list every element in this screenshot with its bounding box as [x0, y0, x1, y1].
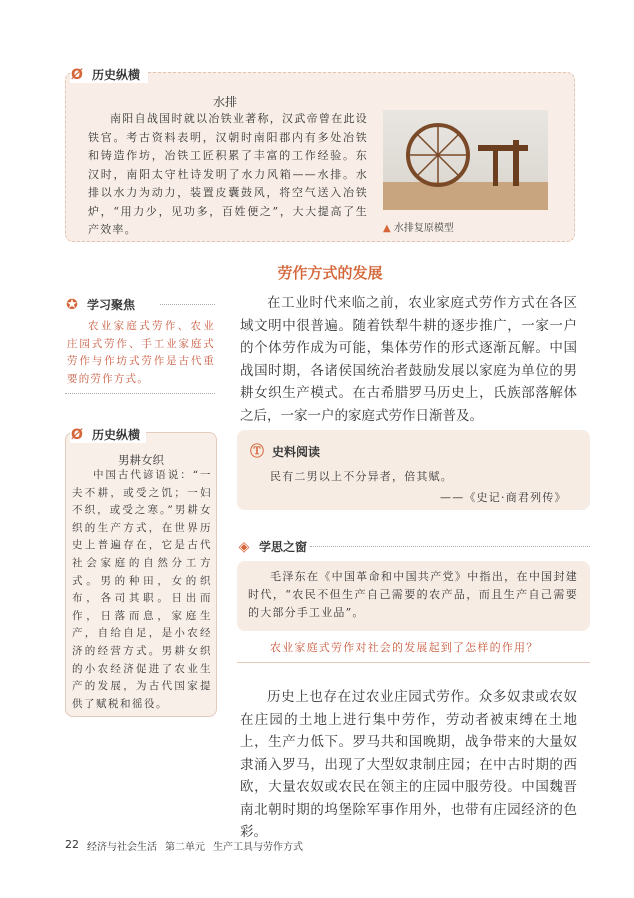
history-icon: Ø — [71, 66, 83, 83]
history-box-header — [70, 66, 148, 83]
source-header — [250, 443, 320, 460]
unit-title: 生产工具与劳作方式 — [213, 842, 303, 853]
box-text: 南阳自战国时就以冶铁业著称，汉武帝曾在此设铁官。考古资料表明，汉朝时南阳郡内有多处冶铁和铸造作坊，冶铁工匠积累了丰富的工作经验。东汉时，南阳太守杜诗发明了水力风箱——水排。水排以水力为动力，装置皮囊鼓风，将空气送入冶铁炉，“用力少，见功多，百姓便之”，大大提高了生产效率。 — [88, 112, 368, 236]
divider — [65, 393, 215, 394]
box-title: 男耕女织 — [118, 453, 164, 467]
footer — [65, 838, 303, 853]
header-label: 历史纵横 — [92, 428, 141, 442]
page-number: 22 — [65, 838, 79, 851]
focus-text: 农业家庭式劳作、农业庄园式劳作、手工业家庭式劳作与作坊式劳作是古代重要的劳作方式。 — [67, 320, 215, 385]
history-box-header — [70, 426, 146, 443]
focus-header — [65, 296, 135, 313]
divider — [237, 662, 590, 663]
box-title: 水排 — [212, 95, 237, 109]
waterwheel-model-image — [383, 110, 548, 210]
think-question: 农业家庭式劳作对社会的发展起到了怎样的作用？ — [270, 641, 539, 654]
divider — [160, 304, 215, 305]
header-label: 学思之窗 — [259, 540, 308, 554]
image-caption — [383, 219, 454, 234]
box-text: 中国古代谚语说：“一夫不耕，或受之饥；一妇不织，或受之寒。”男耕女织的生产方式，在世界历史上普遍存在，它是古代社会家庭的自然分工方式。男的种田，女的织布，各司其职。日出而作，日落而息，家庭生产，自给自足，是小农经济的经营方式。男耕女织的小农经济促进了农业生产的发展，为古代国家提供了赋税和徭役。 — [72, 469, 212, 710]
header-label: 史料阅读 — [272, 445, 321, 459]
source-citation: ——《史记·商君列传》 — [440, 491, 567, 504]
think-text: 毛泽东在《中国革命和中国共产党》中指出，在中国封建时代，“农民不但生产自己需要的农产品，而且生产自己需要的大部分手工业品”。 — [248, 570, 578, 619]
history-icon: Ø — [71, 426, 83, 443]
unit-label: 第二单元 — [165, 842, 205, 853]
paragraph-1: 在工业时代来临之前，农业家庭式劳作方式在各区域文明中很普遍。随着铁犁牛耕的逐步推广，一家一户的个体劳作成为可能，集体劳作的形式逐渐瓦解。中国战国时期，各诸侯国统治者鼓励发展以家庭为单位的男耕女织生产模式。在古希腊罗马历史上，氏族部落解体之后，一家一户的家庭式劳作日渐普及。 — [240, 295, 577, 424]
waterwheel-illustration — [383, 110, 548, 210]
book-title: 经济与社会生活 — [87, 842, 157, 853]
caption-text: 水排复原模型 — [393, 223, 454, 234]
think-header — [237, 538, 307, 555]
target-icon: ✪ — [66, 296, 78, 313]
divider — [310, 546, 590, 547]
section-title: 劳作方式的发展 — [277, 264, 383, 282]
diamond-icon: ◈ — [238, 538, 250, 555]
header-label: 学习聚焦 — [87, 298, 136, 312]
source-quote: 民有二男以上不分异者，倍其赋。 — [270, 470, 453, 483]
header-label: 历史纵横 — [92, 68, 141, 82]
book-icon: Ⓣ — [250, 443, 264, 460]
paragraph-2: 历史上也存在过农业庄园式劳作。众多奴隶或农奴在庄园的土地上进行集中劳作，劳动者被束缚在土地上，生产力低下。罗马共和国晚期，战争带来的大量奴隶涌入罗马，出现了大型奴隶制庄园；在中古时期的西欧，大量农奴或农民在领主的庄园中服劳役。中国魏晋南北朝时期的坞堡除军事作用外，也带有庄园经济的色彩。 — [240, 689, 577, 840]
triangle-icon: ▲ — [383, 223, 394, 234]
